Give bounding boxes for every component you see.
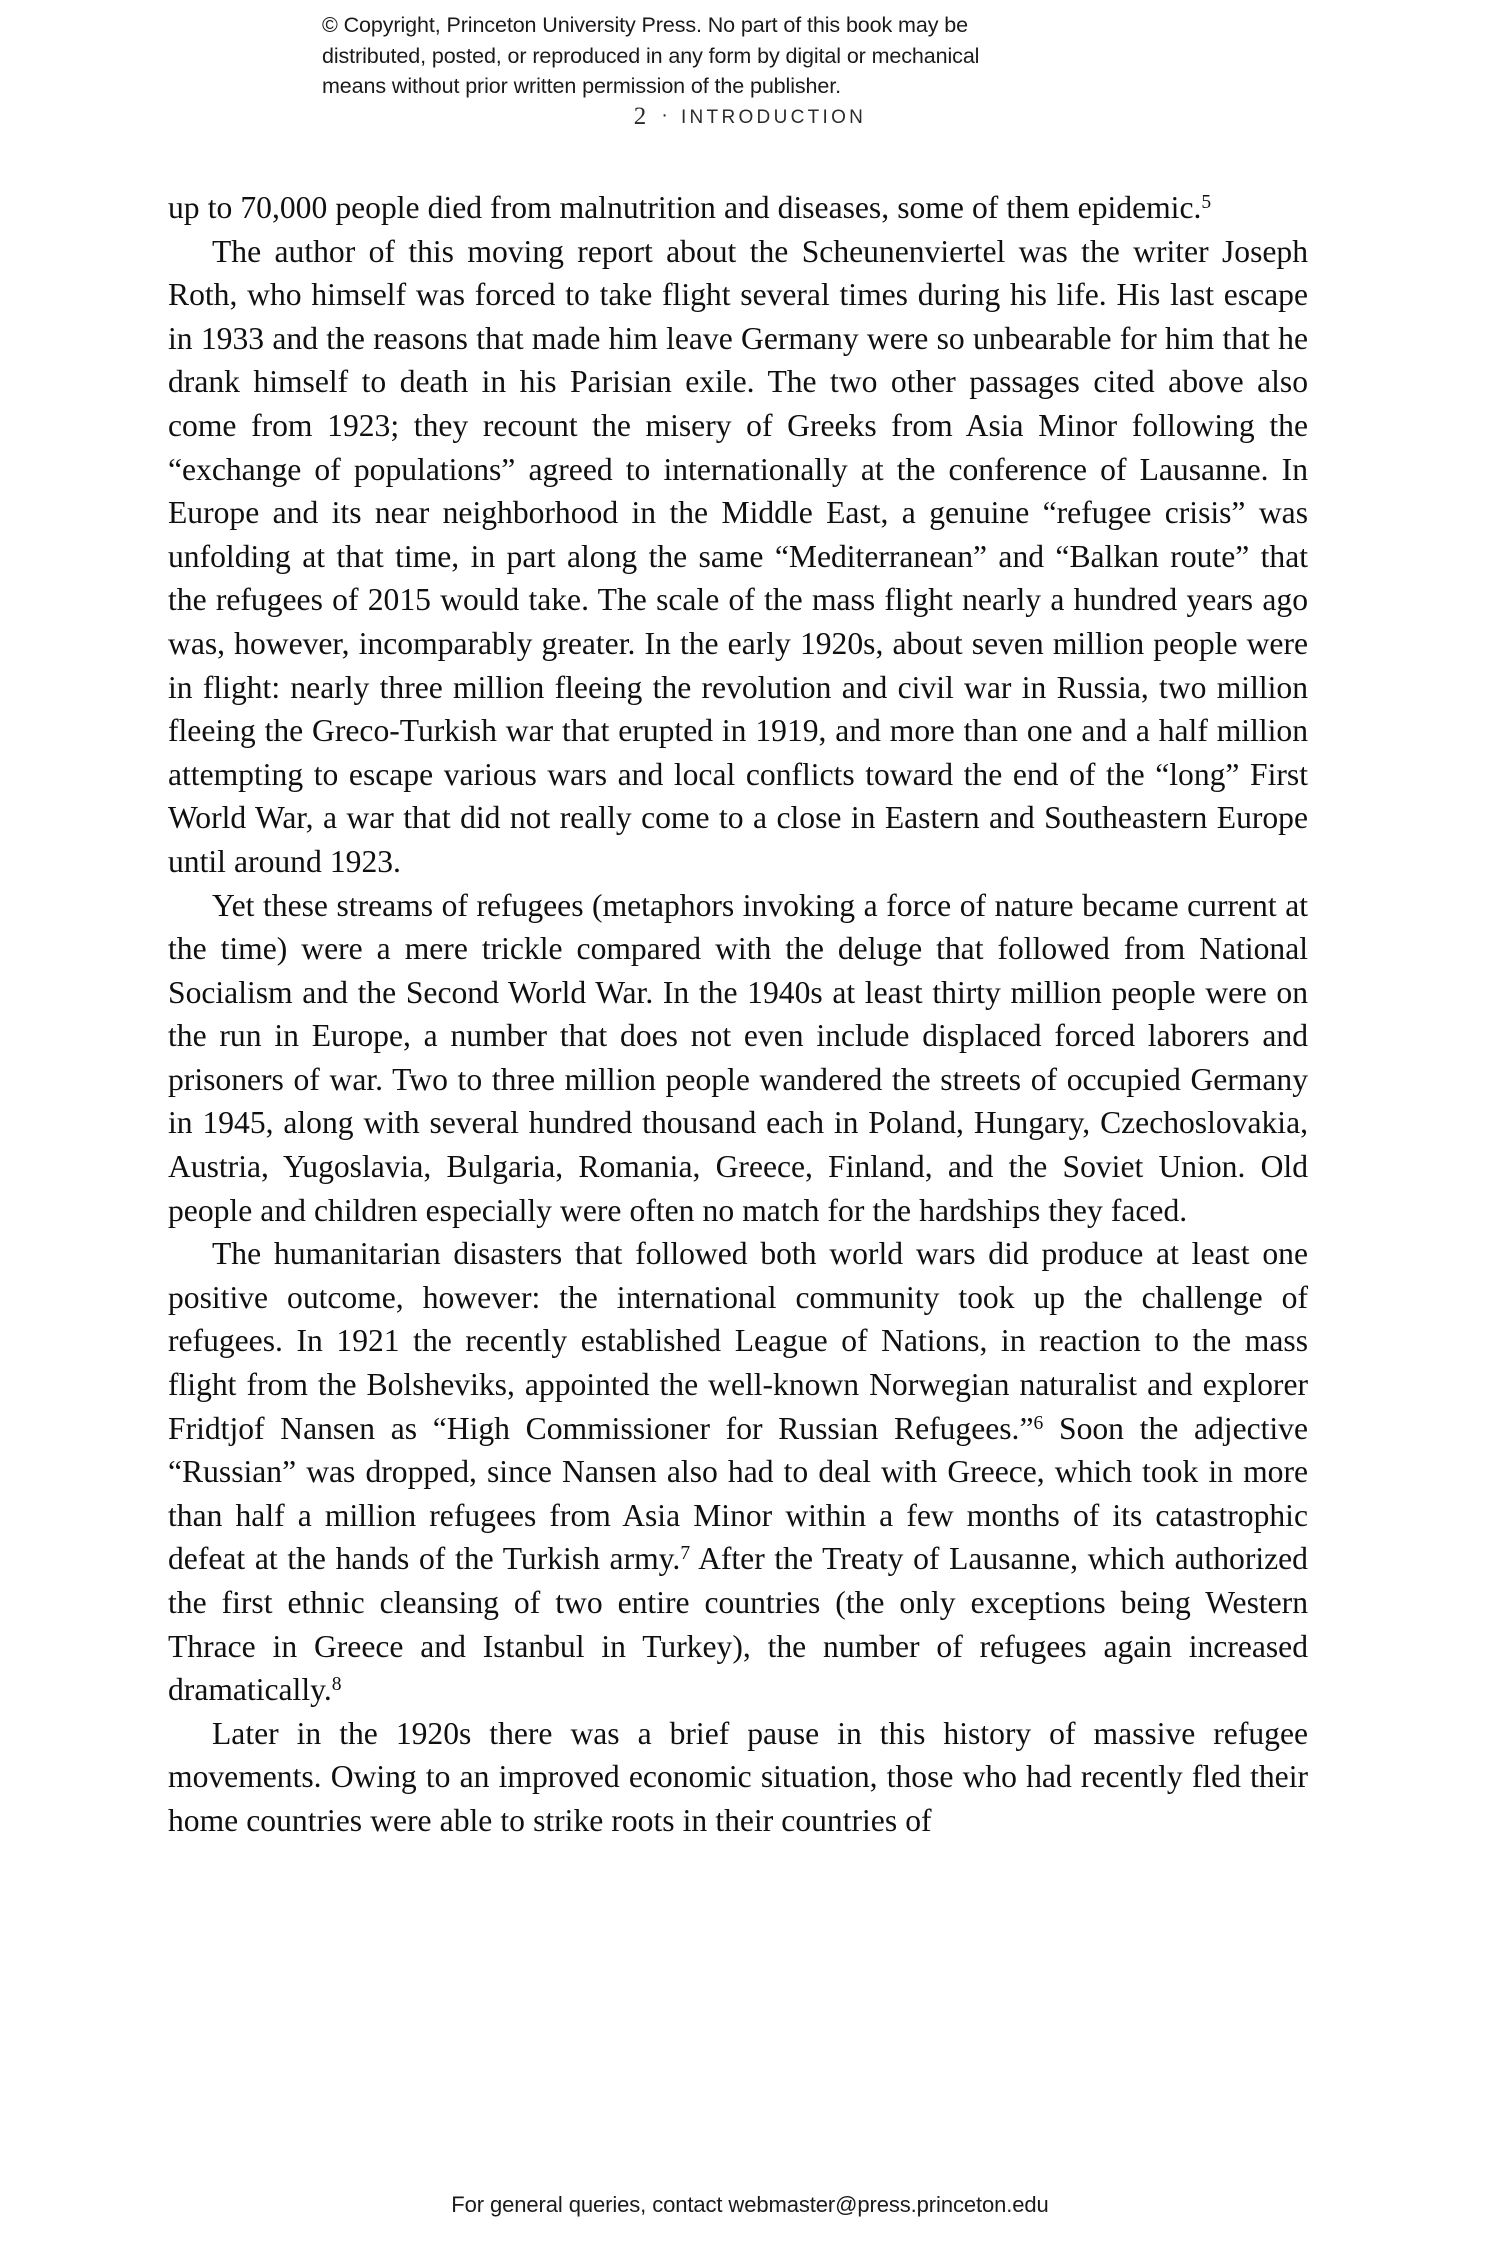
copyright-line-3: means without prior written permission of the publisher. (322, 74, 842, 98)
paragraph-epidemic (168, 186, 1308, 230)
paragraph-text-part-3: After the Treaty of Lausanne, which authorized the first ethnic cleansing of two entire countries (the only exceptions being Western Thrace in Greece and Istanbul in Turkey), the number of refugees again increased dramatically. (168, 1541, 1308, 1708)
footnote-marker-8[interactable]: 8 (331, 1674, 342, 1695)
paragraph-text: Yet these streams of refugees (metaphors invoking a force of nature became current at the time) were a mere trickle compared with the deluge that followed from National Socialism and the Second World War. In the 1940s at least thirty million people were on the run in Europe, a number that does not even include displaced forced laborers and prisoners of war. Two to three million people wandered the streets of occupied Germany in 1945, along with several hundred thousand each in Poland, Hungary, Czechoslovakia, Austria, Yugoslavia, Bulgaria, Romania, Greece, Finland, and the Soviet Union. Old people and children especially were often no match for the hardships they faced. (168, 887, 1308, 1228)
page-footer (0, 2192, 1500, 2218)
paragraph-text-part-2: Soon the adjective “Russian” was dropped, since Nansen also had to deal with Greece, which took in more than half a million refugees from Asia Minor within a few months of its catastrophic defeat at the hands of the Turkish army. (168, 1410, 1308, 1577)
footer-text: For general queries, contact webmaster@press.princeton.edu (451, 2192, 1049, 2217)
page-number: 2 (633, 103, 647, 130)
footnote-marker-7[interactable]: 7 (680, 1543, 691, 1565)
paragraph-joseph-roth (168, 230, 1308, 884)
running-head-title: INTRODUCTION (680, 107, 867, 128)
copyright-line-1: © Copyright, Princeton University Press. No part of this book may be (322, 13, 968, 37)
footnote-marker-5[interactable]: 5 (1201, 191, 1212, 213)
paragraph-later-1920s (168, 1712, 1308, 1843)
paragraph-text: Later in the 1920s there was a brief pause in this history of massive refugee movements. Owing to an improved economic situation, those who had recently fled their home countries were able to strike roots in their countries of (168, 1715, 1308, 1838)
paragraph-text: The author of this moving report about the Scheunenviertel was the writer Joseph Roth, who himself was forced to take flight several times during his life. His last escape in 1933 and the reasons that made him leave Germany were so unbearable for him that he drank himself to death in his Parisian exile. The two other passages cited above also come from 1923; they recount the misery of Greeks from Asia Minor following the “exchange of populations” agreed to internationally at the conference of Lausanne. In Europe and its near neighborhood in the Middle East, a genuine “refugee crisis” was unfolding at that time, in part along the same “Mediterranean” and “Balkan route” that the refugees of 2015 would take. The scale of the mass flight nearly a hundred years ago was, however, incomparably greater. In the early 1920s, about seven million people were in flight: nearly three million fleeing the revolution and civil war in Russia, two million fleeing the Greco-Turkish war that erupted in 1919, and more than one and a half million attempting to escape various wars and local conflicts toward the end of the “long” First World War, a war that did not really come to a close in Eastern and Southeastern Europe until around 1923. (168, 233, 1308, 879)
copyright-line-2: distributed, posted, or reproduced in any form by digital or mechanical (322, 43, 980, 68)
paragraph-streams-of-refugees (168, 884, 1308, 1233)
copyright-notice (322, 10, 1182, 102)
paragraph-text: up to 70,000 people died from malnutrition and diseases, some of them epidemic. (168, 190, 1202, 225)
body-text-column (168, 186, 1308, 1843)
running-head-separator: · (661, 104, 668, 126)
paragraph-text-part-1: The humanitarian disasters that followed both world wars did produce at least one positive outcome, however: the international community took up the challenge of refugees. In 1921 the recently established League of Nations, in reaction to the mass flight from the Bolsheviks, appointed the well-known Norwegian naturalist and explorer Fridtjof Nansen as “High Commissioner for Russian Refugees.” (168, 1236, 1308, 1446)
footnote-marker-6[interactable]: 6 (1033, 1412, 1044, 1434)
paragraph-humanitarian-disasters (168, 1232, 1308, 1712)
running-head (0, 103, 1500, 131)
